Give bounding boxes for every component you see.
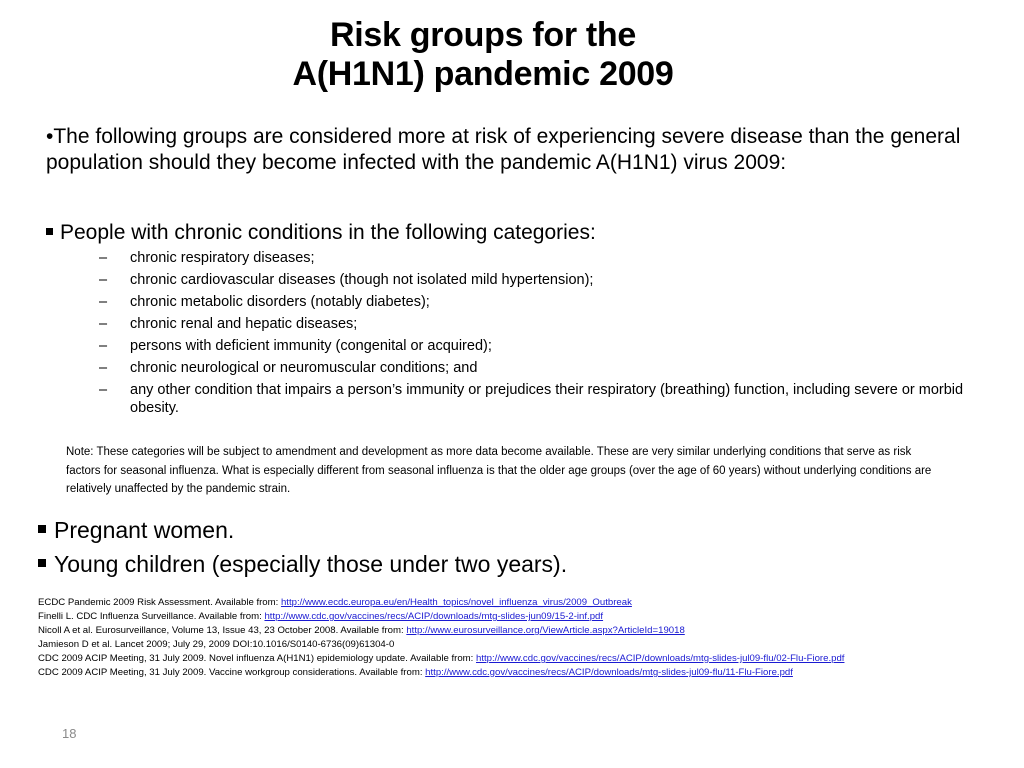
reference-item	[38, 610, 1008, 624]
reference-item	[38, 596, 1008, 610]
list-item	[0, 271, 1024, 289]
note-paragraph: Note: These categories will be subject to amendment and development as more data become available. These are very similar underlying conditions that serve as risk factors for seasonal influenza. What is especially different from seasonal influenza is that the older age groups (over the age of 60 years) without underlying conditions are relatively unaffected by the pandemic strain.	[66, 446, 932, 495]
list-item	[0, 249, 1024, 267]
condition-text: chronic metabolic disorders (notably diabetes);	[130, 294, 430, 310]
list-item	[0, 381, 1024, 417]
dash-bullet: –	[99, 316, 108, 332]
references	[38, 596, 1008, 680]
reference-item	[38, 624, 1008, 638]
condition-text: chronic renal and hepatic diseases;	[130, 316, 358, 332]
reference-link[interactable]: http://www.cdc.gov/vaccines/recs/ACIP/downloads/mtg-slides-jul09-flu/02-Flu-Fiore.pdf	[476, 653, 845, 664]
list-item	[0, 293, 1024, 311]
page-number: 18	[62, 726, 77, 741]
square-bullet-icon	[38, 525, 46, 533]
condition-text: persons with deficient immunity (congenital or acquired);	[130, 338, 492, 354]
reference-link[interactable]: http://www.cdc.gov/vaccines/recs/ACIP/downloads/mtg-slides-jun09/15-2-inf.pdf	[264, 611, 604, 622]
list-item	[0, 315, 1024, 333]
dash-bullet: –	[99, 382, 108, 398]
pregnant-women-text: Pregnant women.	[54, 517, 235, 543]
reference-link[interactable]: http://www.ecdc.europa.eu/en/Health_topics/novel_influenza_virus/2009_Outbreak	[280, 597, 632, 608]
condition-text: chronic cardiovascular diseases (though not isolated mild hypertension);	[130, 272, 594, 288]
reference-item	[38, 638, 1008, 652]
dash-bullet: –	[99, 338, 108, 354]
reference-text: CDC 2009 ACIP Meeting, 31 July 2009. Novel influenza A(H1N1) epidemiology update. Available from:	[38, 653, 477, 664]
reference-link[interactable]: http://www.eurosurveillance.org/ViewArticle.aspx?ArticleId=19018	[406, 625, 685, 636]
title-line-2: A(H1N1) pandemic 2009	[292, 55, 674, 93]
condition-text: chronic neurological or neuromuscular conditions; and	[130, 360, 478, 376]
pregnant-women-item	[38, 513, 567, 547]
reference-text: ECDC Pandemic 2009 Risk Assessment. Available from:	[38, 597, 281, 608]
title-line-1: Risk groups for the	[330, 16, 636, 54]
reference-item	[38, 652, 1008, 666]
conditions-list	[0, 249, 1024, 421]
reference-item	[38, 666, 1008, 680]
square-bullet-icon	[38, 559, 46, 567]
condition-text: any other condition that impairs a person’s immunity or prejudices their respiratory (breathing) function, including severe or morbid obesity.	[130, 382, 964, 416]
young-children-item	[38, 547, 567, 581]
dash-bullet: –	[99, 294, 108, 310]
dash-bullet: –	[99, 360, 108, 376]
additional-risk-groups	[38, 513, 567, 581]
intro-paragraph: •The following groups are considered more at risk of experiencing severe disease than the general population should they become infected with the pandemic A(H1N1) virus 2009:	[46, 125, 961, 174]
dash-bullet: –	[99, 250, 108, 266]
reference-text: Jamieson D et al. Lancet 2009; July 29, 2009 DOI:10.1016/S0140-6736(09)61304-0	[38, 639, 395, 650]
square-bullet-icon	[46, 228, 53, 235]
dash-bullet: –	[99, 272, 108, 288]
reference-link[interactable]: http://www.cdc.gov/vaccines/recs/ACIP/downloads/mtg-slides-jul09-flu/11-Flu-Fiore.pdf	[425, 667, 793, 678]
reference-text: CDC 2009 ACIP Meeting, 31 July 2009. Vaccine workgroup considerations. Available from:	[38, 667, 426, 678]
chronic-conditions-heading	[46, 220, 1006, 246]
slide-title	[0, 16, 966, 94]
chronic-conditions-heading-text: People with chronic conditions in the following categories:	[60, 221, 596, 244]
list-item	[0, 337, 1024, 355]
reference-text: Finelli L. CDC Influenza Surveillance. Available from:	[38, 611, 265, 622]
list-item	[0, 359, 1024, 377]
young-children-text: Young children (especially those under two years).	[54, 551, 568, 577]
reference-text: Nicoll A et al. Eurosurveillance, Volume 13, Issue 43, 23 October 2008. Available from:	[38, 625, 407, 636]
condition-text: chronic respiratory diseases;	[130, 250, 315, 266]
